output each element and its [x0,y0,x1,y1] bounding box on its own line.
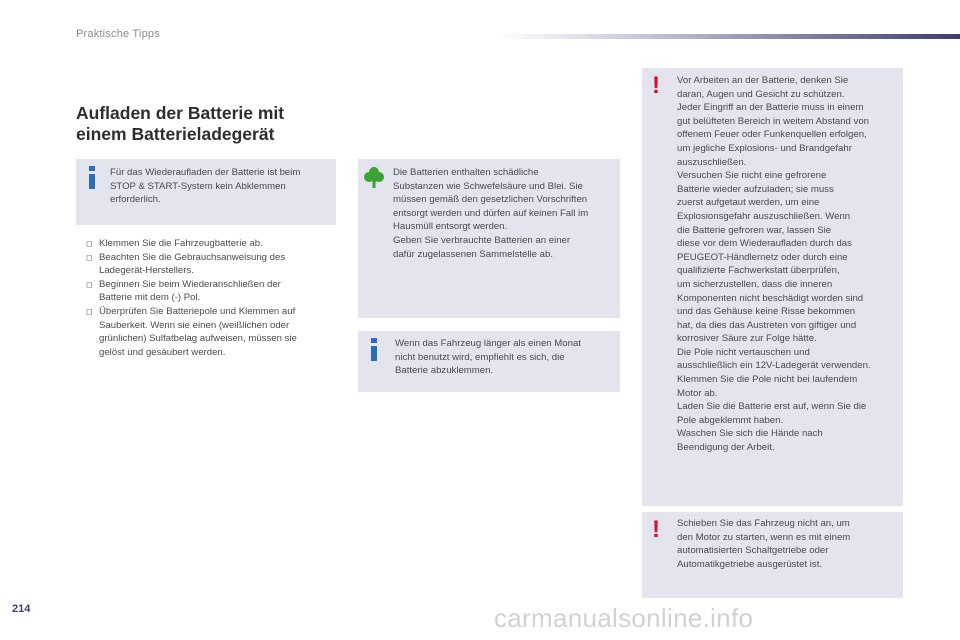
warning-icon: ! [652,72,660,99]
text-line: gelöst und gesäubert werden. [99,346,226,358]
text-line: hat, da dies das Austreten von giftiger und [677,319,857,331]
steps-list [86,237,326,359]
text-line: Substanzen wie Schwefelsäure und Blei. Sie [393,180,583,192]
text-line: PEUGEOT-Händlernetz oder durch eine [677,251,848,263]
text-line: Die Batterien enthalten schädliche [393,167,539,178]
text-line: Beachten Sie die Gebrauchsanweisung des [99,251,286,263]
bullet-icon: ◻ [86,279,93,289]
text-line: Die Pole nicht vertauschen und [677,346,810,358]
bullet-icon: ◻ [86,306,93,316]
text-line: diese vor dem Wiederaufladen durch das [677,238,852,250]
text-line: zuerst aufgetaut werden, um eine [677,197,820,209]
text-line: Batterie wieder aufzuladen; sie muss [677,183,834,195]
bullet-icon: ◻ [86,252,93,262]
text-line: Versuchen Sie nicht eine gefrorene [677,170,827,182]
text-line: Klemmen Sie die Pole nicht bei laufendem [677,374,858,386]
page-number: 214 [12,603,31,615]
info-icon [370,338,378,361]
text-line: ausschließlich ein 12V-Ladegerät verwenden. [677,360,871,372]
text-line: die Batterie gefroren war, lassen Sie [677,224,832,236]
warning-box-battery-safety [642,68,903,506]
list-item [86,251,326,278]
text-line: Motor ab. [677,387,718,399]
text-line: Beendigung der Arbeit. [677,442,775,454]
page-title-line-1: Aufladen der Batterie mit [76,103,285,123]
list-item [86,278,326,305]
text-line: korrosiver Säure zur Folge hätte. [677,333,817,345]
page-title-line-2: einem Batterieladegerät [76,124,275,144]
info-icon [88,166,96,189]
warning-box-push-start [642,512,903,598]
text-line: gut belüfteten Bereich in weitem Abstand von [677,115,869,127]
section-label: Praktische Tipps [76,28,160,40]
text-line: grünlichen) Sulfatbelag aufweisen, müssen sie [99,333,297,345]
bullet-icon: ◻ [86,239,93,248]
info-box-text [110,166,332,207]
text-line: Ladegerät-Herstellers. [99,265,194,277]
text-line: daran, Augen und Gesicht zu schützen. [677,88,845,100]
text-line: Für das Wiederaufladen der Batterie ist beim [110,167,301,178]
text-line: Sauberkeit. Wenn sie einen (weißlichen oder [99,319,290,331]
header-divider [500,34,960,39]
text-line: Batterie mit dem (-) Pol. [99,292,201,304]
text-line: den Motor zu starten, wenn es mit einem [677,531,851,543]
list-item [86,237,326,251]
text-line: Jeder Eingriff an der Batterie muss in einem [677,102,864,114]
text-line: Vor Arbeiten an der Batterie, denken Sie [677,75,849,86]
text-line: müssen gemäß den gesetzlichen Vorschriften [393,194,588,206]
tree-icon [364,166,384,188]
text-line: Pole abgeklemmt haben. [677,414,784,426]
text-line: und das Gehäuse keine Risse bekommen [677,306,856,318]
eco-box-text [393,166,618,261]
warning-icon: ! [652,516,660,543]
text-line: erforderlich. [110,194,161,206]
text-line: dafür zugelassenen Sammelstelle ab. [393,248,553,260]
info-box-text [395,337,617,378]
text-line: STOP & START-System kein Abklemmen [110,180,286,192]
text-line: Wenn das Fahrzeug länger als einen Monat [395,338,581,349]
watermark: carmanualsonline.info [494,603,754,633]
eco-box-battery-disposal [358,159,620,318]
text-line: Batterie abzuklemmen. [395,365,494,377]
warning-box-text [677,74,903,455]
page-title [76,103,284,145]
text-line: um sicherzustellen, dass die inneren [677,278,833,290]
text-line: offenem Feuer oder Funkenquellen erfolgen, [677,129,867,141]
text-line: Hausmüll entsorgt werden. [393,221,508,233]
text-line: automatisierten Schaltgetriebe oder [677,545,829,557]
list-item [86,305,326,359]
text-line: Klemmen Sie die Fahrzeugbatterie ab. [99,238,263,249]
text-line: Automatikgetriebe ausgerüstet ist. [677,558,823,570]
text-line: um jegliche Explosions- und Brandgefahr [677,142,852,154]
text-line: Explosionsgefahr auszuschließen. Wenn [677,210,851,222]
text-line: Schieben Sie das Fahrzeug nicht an, um [677,518,850,529]
text-line: entsorgt werden und dürfen auf keinen Fall im [393,207,589,219]
text-line: Überprüfen Sie Batteriepole und Klemmen auf [99,305,296,317]
text-line: Komponenten nicht beschädigt worden sind [677,292,864,304]
text-line: Laden Sie die Batterie erst auf, wenn Sie die [677,401,867,413]
text-line: qualifizierte Fachwerkstatt überprüfen, [677,265,840,277]
text-line: nicht benutzt wird, empfiehlt es sich, die [395,351,565,363]
info-box-stop-start [76,159,336,225]
text-line: Geben Sie verbrauchte Batterien an einer [393,234,571,246]
text-line: Waschen Sie sich die Hände nach [677,428,823,440]
text-line: auszuschließen. [677,156,747,168]
text-line: Beginnen Sie beim Wiederanschließen der [99,278,281,290]
warning-box-text [677,517,903,571]
info-box-long-storage [358,331,620,392]
